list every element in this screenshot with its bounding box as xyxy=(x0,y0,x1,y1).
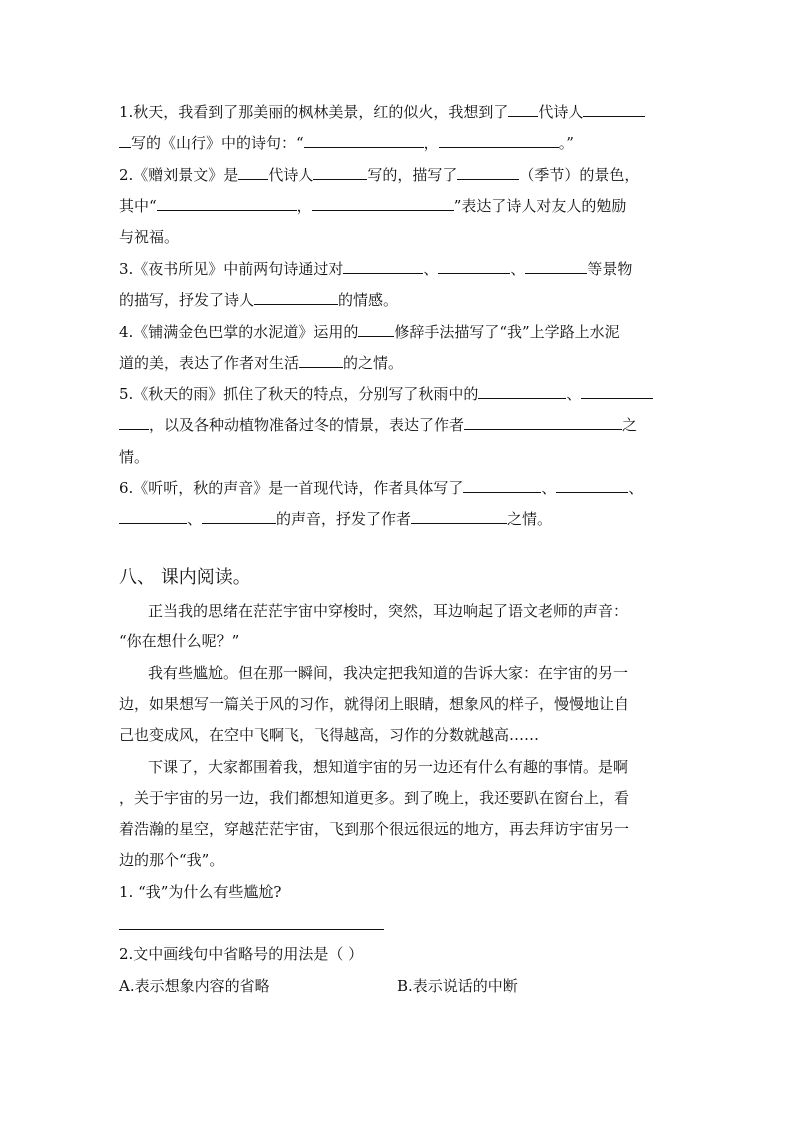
reading-question-1: 1. “我”为什么有些尴尬? xyxy=(119,883,282,901)
answer-line-q1[interactable] xyxy=(119,929,384,930)
q2-text-d: （季节）的景色， xyxy=(519,166,640,184)
passage-p3-line-4: 边的那个“我”。 xyxy=(119,851,225,869)
q3-text-e: 的描写，抒发了诗人 xyxy=(119,291,255,309)
q6-text-d: 、 xyxy=(187,510,203,528)
q1-text-a: 1.秋天，我看到了那美丽的枫林美景，红的似火，我想到了 xyxy=(119,103,509,121)
q5-text-e: 情。 xyxy=(119,448,150,466)
q6-text-c: 、 xyxy=(628,479,644,497)
q3-text-b: 、 xyxy=(423,260,439,278)
q4-text-b: 修辞手法描写了“我”上学路上水泥 xyxy=(394,323,620,341)
q4-text-d: 的之情。 xyxy=(343,354,404,372)
q1-line-2 xyxy=(119,133,574,153)
q6-text-e: 的声音，抒发了作者 xyxy=(276,510,412,528)
q4-blank-feeling[interactable] xyxy=(299,353,343,368)
q3-text-c: 、 xyxy=(510,260,526,278)
q2-line-2 xyxy=(119,196,626,216)
q6-blank-1[interactable] xyxy=(463,478,541,493)
q4-text-a: 4.《铺满金色巴掌的水泥道》运用的 xyxy=(119,323,359,341)
q4-blank-rhetoric[interactable] xyxy=(358,322,394,337)
q5-blank-3[interactable] xyxy=(464,415,622,430)
passage-p3-line-2: ，关于宇宙的另一边，我们都想知道更多。到了晚上，我还要趴在窗台上，看 xyxy=(119,789,630,807)
option-b[interactable]: B.表示说话的中断 xyxy=(397,977,518,995)
q3-line-2 xyxy=(119,290,398,310)
q2-line-1 xyxy=(119,165,639,185)
q1-text-d: ， xyxy=(423,134,439,152)
q5-line-3 xyxy=(119,447,149,467)
q2-blank-verse-2[interactable] xyxy=(312,196,454,211)
q5-text-d: 之 xyxy=(622,416,638,434)
q1-text-b: 代诗人 xyxy=(538,103,584,121)
q3-text-a: 3.《夜书所见》中前两句诗通过对 xyxy=(119,260,344,278)
q3-blank-4[interactable] xyxy=(254,290,338,305)
q1-blank-dynasty[interactable] xyxy=(508,102,538,117)
q6-line-2 xyxy=(119,509,552,529)
q6-text-f: 之情。 xyxy=(507,510,553,528)
passage-p3-line-1: 下课了，大家都围着我，想知道宇宙的另一边还有什么有趣的事情。是啊 xyxy=(148,758,629,776)
option-a[interactable]: A.表示想象内容的省略 xyxy=(119,977,270,995)
q3-line-1 xyxy=(119,259,632,279)
passage-p2-line-2: 边，如果想写一篇关于风的习作，就得闭上眼睛，想象风的样子，慢慢地让自 xyxy=(119,695,630,713)
q5-line-1 xyxy=(119,384,653,404)
q5-line-2 xyxy=(119,415,637,435)
q6-blank-3[interactable] xyxy=(119,509,187,524)
q1-text-e: 。” xyxy=(558,134,574,152)
q2-text-b: 代诗人 xyxy=(268,166,314,184)
q2-text-c: 写的，描写了 xyxy=(367,166,458,184)
q4-line-1 xyxy=(119,322,620,342)
passage-p2-line-3: 己也变成风，在空中飞啊飞，飞得越高，习作的分数就越高…… xyxy=(119,726,540,744)
q4-line-2 xyxy=(119,353,403,373)
q2-text-f: ， xyxy=(296,197,312,215)
q1-blank-verse-2[interactable] xyxy=(439,133,559,148)
q6-text-a: 6.《听听，秋的声音》是一首现代诗，作者具体写了 xyxy=(119,479,464,497)
q6-blank-2[interactable] xyxy=(556,478,628,493)
q5-text-b: 、 xyxy=(566,385,582,403)
reading-question-2: 2.文中画线句中省略号的用法是（ ） xyxy=(119,945,364,963)
q6-text-b: 、 xyxy=(541,479,557,497)
q5-text-a: 5.《秋天的雨》抓住了秋天的特点，分别写了秋雨中的 xyxy=(119,385,479,403)
q1-text-c: 写的《山行》中的诗句：“ xyxy=(131,134,304,152)
q2-text-g: ”表达了诗人对友人的勉励 xyxy=(453,197,627,215)
q2-line-3 xyxy=(119,227,179,247)
q1-line-1 xyxy=(119,102,645,122)
q4-text-c: 道的美，表达了作者对生活 xyxy=(119,354,300,372)
q6-blank-4[interactable] xyxy=(202,509,276,524)
q3-blank-3[interactable] xyxy=(525,259,587,274)
q2-blank-poet[interactable] xyxy=(313,165,367,180)
q2-blank-dynasty[interactable] xyxy=(238,165,268,180)
section-heading: 八、 课内阅读。 xyxy=(119,567,251,588)
passage-p1-line-1: 正当我的思绪在茫茫宇宙中穿梭时，突然，耳边响起了语文老师的声音： xyxy=(148,602,629,620)
q2-blank-verse-1[interactable] xyxy=(157,196,297,211)
q6-blank-5[interactable] xyxy=(411,509,507,524)
q2-text-e: 其中“ xyxy=(119,197,157,215)
q2-text-a: 2.《赠刘景文》是 xyxy=(119,166,239,184)
reading-q2-options xyxy=(119,976,270,996)
q1-blank-verse-1[interactable] xyxy=(304,133,424,148)
q3-blank-2[interactable] xyxy=(438,259,510,274)
q5-blank-1[interactable] xyxy=(478,384,566,399)
q5-blank-2b[interactable] xyxy=(119,415,149,430)
q5-blank-2a[interactable] xyxy=(581,384,653,399)
passage-p2-line-1: 我有些尴尬。但在那一瞬间，我决定把我知道的告诉大家：在宇宙的另一 xyxy=(148,664,629,682)
q1-blank-poet-1[interactable] xyxy=(583,102,645,117)
q1-blank-poet-2[interactable] xyxy=(119,133,131,148)
q2-blank-season[interactable] xyxy=(457,165,519,180)
q3-blank-1[interactable] xyxy=(343,259,423,274)
q5-text-c: ，以及各种动植物准备过冬的情景，表达了作者 xyxy=(149,416,465,434)
passage-p1-line-2: “你在想什么呢？” xyxy=(119,632,240,650)
passage-p3-line-3: 着浩瀚的星空，穿越茫茫宇宙，飞到那个很远很远的地方，再去拜访宇宙另一 xyxy=(119,820,630,838)
q2-text-h: 与祝福。 xyxy=(119,228,180,246)
q3-text-d: 等景物 xyxy=(587,260,633,278)
q3-text-f: 的情感。 xyxy=(338,291,399,309)
q6-line-1 xyxy=(119,478,643,498)
